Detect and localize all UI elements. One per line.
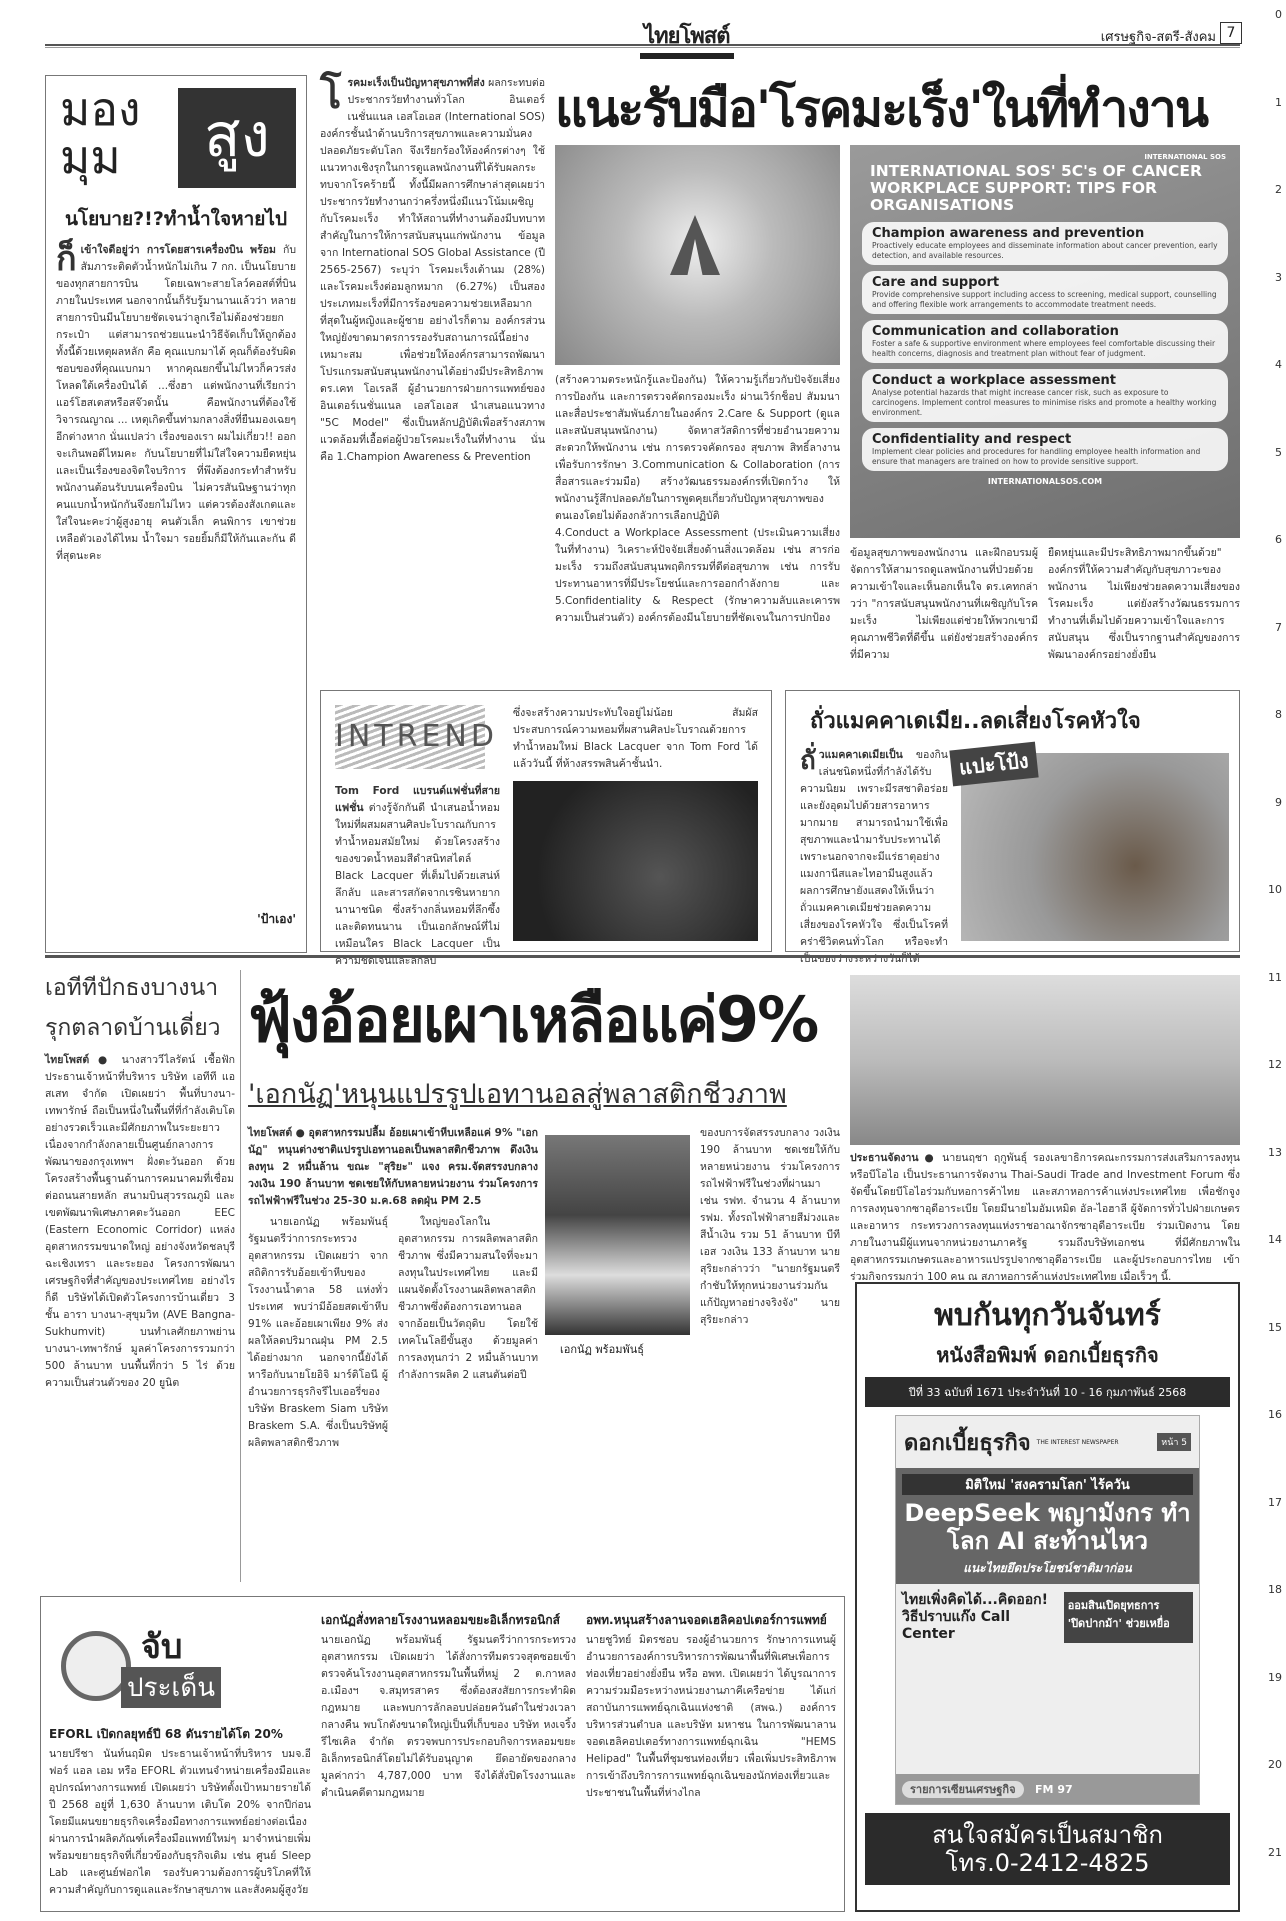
cancer-intro (320, 72, 545, 680)
tip-card (862, 428, 1228, 471)
infographic-title: INTERNATIONAL SOS' 5C's OF CANCER WORKPLACE SUPPORT: TIPS FOR ORGANISATIONS (870, 162, 1202, 214)
logo-text-a: มอง (60, 82, 141, 136)
cover-tagline: THE INTEREST NEWSPAPER (1036, 1438, 1119, 1446)
cover-page-ref: หน้า 5 (1157, 1433, 1191, 1451)
subscribe-phone: โทร.0-2412-4825 (945, 1849, 1150, 1877)
cancer-col2: (สร้างความตระหนักรู้และป้องกัน) ให้ความรู้เกี่ยวกับปัจจัยเสี่ยง การป้องกัน และการตรวจคัดกรองมะเร็ง ผ่านเวิร์กช็อป สัมมนา และสื่อประชาสัมพันธ์ภายในองค์กร 2.Care & Support (ดูแลและสนับสนุนพนักงาน) จัดหาสวัสดิการที่ช่วยอำนวยความสะดวกให้พนักงาน เช่น การตรวจคัดกรอง สุขภาพ สิทธิ์ลางานเพื่อรับการรักษา 3.Communication & Collaboration (การสื่อสารและร่วมมือ) สร้างวัฒนธรรมองค์กรที่เปิดกว้าง ให้พนักงานรู้สึกปลอดภัยในการพูดคุยเกี่ยวกับปัญหาสุขภาพของตนเองโดยไม่ต้องกลัวการเลือกปฏิบัติ 4.Conduct a Workplace Assessment (ประเมินความเสี่ยงในที่ทำงาน) วิเคราะห์ปัจจัยเสี่ยงด้านสิ่งแวดล้อม เช่น สารก่อมะเร็ง รวมถึงสนับสนุนพฤติกรรมที่ดีต่อสุขภาพ เช่น การรับประทานอาหารที่มีประโยชน์และการออกกำลังกาย และ 5.Confidentiality & Respect (รักษาความลับและเคารพความเป็นส่วนตัว) องค์กรต้องมีนโยบายที่ชัดเจนในการปกป้อง (555, 374, 840, 624)
ruler-mark: 7 (1275, 620, 1282, 634)
cancer-headline: แนะรับมือ'โรคมะเร็ง'ในที่ทำงาน (555, 80, 1208, 138)
sugar-body2: ใหญ่ของโลกในอุตสาหกรรม การผลิตพลาสติกชีวภาพ ซึ่งมีความสนใจที่จะมาลงทุนในประเทศไทย และมีแผนจัดตั้งโรงงานผลิตพลาสติกชีวภาพซึ่งต้องการเอทานอลจากอ้อยเป็นวัตถุดิบ โดยใช้เทคโนโลยีขั้นสูง ด้วยมูลค่าการลงทุนกว่า 2 หมื่นล้านบาท กำลังการผลิต 2 แสนตันต่อปี (398, 1216, 538, 1381)
column-rule (240, 970, 241, 1582)
ruler-mark: 4 (1275, 358, 1282, 371)
infographic-5c (850, 145, 1240, 538)
page-ruler (1258, 0, 1282, 1920)
column-title: นโยบาย?!?ทำน้ำใจหายไป (64, 208, 288, 230)
infographic-url: INTERNATIONALSOS.COM (987, 477, 1103, 486)
dokbia-ad (855, 1282, 1240, 1912)
column-author: 'ป้าเอง' (257, 912, 296, 926)
ruler-mark: 9 (1275, 795, 1282, 809)
cancer-intro-text: ผลกระทบต่อประชากรวัยทำงานทั่วโลก อินเตอร์เนชั่นแนล เอสโอเอส (International SOS) องค์กรชั้นนำด้านบริการสุขภาพและความมั่นคงปลอดภัยระดับโลก จึงเรียกร้องให้องค์กรต่างๆ ใช้แนวทางเชิงรุกในการดูแลพนักงานที่ได้รับผลกระทบจากโรคร้ายนี้ ทั้งนี้มีผลการศึกษาล่าสุดเผยว่า ประชากรวัยทำงานกว่าครึ่งหนึ่งมีแนวโน้มเผชิญกับโรคมะเร็ง ทำให้สถานที่ทำงานต้องมีบทบาทสำคัญในการให้การสนับสนุนแก่พนักงาน ข้อมูลจาก International SOS Global Assistance (ปี 2565-2567) ระบุว่า โรคมะเร็งเต้านม (28%) และโรคมะเร็งต่อมลูกหมาก (6.27%) เป็นสองประเภทมะเร็งที่มีการร้องขอความช่วยเหลือมากที่สุดในผู้หญิงและผู้ชาย อย่างไรก็ตาม องค์กรส่วนใหญ่ยังขาดมาตรการรองรับสถานการณ์นี้อย่างเหมาะสม เพื่อช่วยให้องค์กรสามารถพัฒนาโปรแกรมสนับสนุนพนักงานได้อย่างมีประสิทธิภาพ ดร.เคท โอเรลลี ผู้อำนวยการฝ่ายการแพทย์ของอินเตอร์เนชั่นแนล เอสโอเอส นำเสนอแนวทาง "5C Model" ซึ่งเป็นหลักปฏิบัติเพื่อสร้างสภาพแวดล้อมที่เอื้อต่อผู้ป่วยโรคมะเร็งในที่ทำงาน นั่นคือ 1.Champion Awareness & Prevention (320, 77, 545, 463)
cover-subhead: แนะไทยยึดประโยชน์ชาติมาก่อน (963, 1561, 1132, 1575)
brief-title: EFORL เปิดกลยุทธ์ปี 68 ดันรายได้โต 20% (49, 1727, 283, 1741)
ruler-mark: 3 (1275, 270, 1282, 284)
sugar-body3: ของบการจัดสรรงบกลาง วงเงิน 190 ล้านบาท ชดเชยให้กับหลายหน่วยงาน ร่วมโครงการรถไฟฟ้าฟรีในช่วงที่ผ่านมา เช่น รฟท. จำนวน 4 ล้านบาท รฟม. ทั้งรถไฟฟ้าสายสีม่วงและสีน้ำเงิน รวม 51 ล้านบาท บีทีเอส วงเงิน 133 ล้านบาท นายสุริยะกล่าวว่า "นายกรัฐมนตรีกำชับให้ทุกหน่วยงานร่วมกันแก้ปัญหาอย่างจริงจัง" นายสุริยะกล่าว (700, 1127, 840, 1326)
photo-caption: เอกนัฏ พร้อมพันธุ์ (560, 1343, 644, 1356)
tip-text: Provide comprehensive support including access to screening, medical support, counselling and offering flexible work arrangements to accommodate treatment needs. (872, 290, 1217, 309)
brief-title: เอกนัฏสั่งทลายโรงงานหลอมขยะอิเล็กทรอนิกส์ (321, 1613, 560, 1627)
intrend-logo: INTREND (335, 705, 485, 769)
ruler-mark: 5 (1275, 445, 1282, 459)
radio-program: รายการเซียนเศรษฐกิจ (902, 1781, 1024, 1798)
ruler-mark: 16 (1268, 1408, 1282, 1421)
brief-text: นายปรีชา นันท์นฤมิต ประธานเจ้าหน้าที่บริหาร บมจ.อี ฟอร์ แอล เอม หรือ EFORL ตัวแทนจำหน่ายเครื่องมือและอุปกรณ์ทางการแพทย์ เปิดเผยว่า บริษัทตั้งเป้าหมายรายได้ปี 2568 อยู่ที่ 1,630 ล้านบาท เติบโต 20% จากปีก่อน โดยมีแผนขยายธุรกิจเครื่องมือทางการแพทย์อย่างต่อเนื่อง ผ่านการนำผลิตภัณฑ์เครื่องมือแพทย์ใหม่ๆ มาจำหน่ายเพิ่ม พร้อมขยายธุรกิจที่เกี่ยวข้องกับธุรกิจเดิม เช่น ศูนย์ Sleep Lab และศูนย์ฟอกไต รองรับความต้องการผู้บริโภคที่ให้ความสำคัญกับการดูแลและรักษาสุขภาพ และสังคมผู้สูงวัย (49, 1748, 311, 1896)
sugar-body1: นายเอกนัฏ พร้อมพันธุ์ รัฐมนตรีว่าการกระทรวงอุตสาหกรรม เปิดเผยว่า จากสถิติการรับอ้อยเข้าหีบของโรงงานน้ำตาล 58 แห่งทั่วประเทศ พบว่ามีอ้อยสดเข้าหีบ 91% และอ้อยเผาเพียง 9% ส่งผลให้ลดปริมาณฝุ่น PM 2.5 ได้อย่างมาก นอกจากนี้ยังได้หารือกับนายโยอิจิ มาร์ติโอนี ผู้อำนวยการธุรกิจรีไบเออรี่ของบริษัท Braskem Siam บริษัท Braskem S.A. ซึ่งเป็นบริษัทผู้ผลิตพลาสติกชีวภาพ (248, 1216, 388, 1449)
macadamia-lead: วแมคคาเดเมียเป็น (818, 749, 903, 761)
macadamia-box (785, 690, 1240, 965)
newspaper-cover (895, 1415, 1200, 1805)
opinion-column (45, 75, 307, 953)
column-body: กับสัมภาระติดตัวน้ำหนักไม่เกิน 7 กก. เป็นนโยบายของทุกสายการบิน โดยเฉพาะสายโลว์คอสต์ที่บินภายในประเทศ นอกจากนั้นก็รับรู้มานานแล้วว่า หลายสายการบินมีนโยบายชัดเจนว่าลูกเรือไม่ต้องช่วยยกกระเป๋า แต่สามารถช่วยแนะนำวิธีจัดเก็บให้ถูกต้อง ทั้งนี้ด้วยเหตุผลหลัก คือ คุณแบกมาได้ คุณก็ต้องรับผิดชอบของที่คุณแบกมา หากคุณยกขึ้นไม่ไหวก็ควรส่งโหลดใต้เครื่องบินได้ ...ซึ่งฮา แต่พนักงานที่เรียกว่าแอร์โฮสเตสหรือสจ๊วตนั้น คือพนักงานที่ต้องใช้วิจารณญาณ ... เหตุเกิดขึ้นท่ามกลางสิ่งที่ยืนมองเฉยๆ อีกต่างหาก นั่นแปลว่า เรื่องของเรา ผมไม่เกี่ยว!! ออกจะเกินพอดีไหมคะ กับนโยบายที่ไม่ใส่ใจความยืดหยุ่น และเป็นเรื่องของจิตใจบริการ ที่พึงต้องกระทำสำหรับพนักงานต้อนรับบนเครื่องบิน ไม่ควรสันนิษฐานว่าทุกคนแบกน้ำหนักกันจึงยกไม่ไหว แต่ควรต้องสังเกตและใส่ใจนะคะว่าผู้สูงอายุ คนตัวเล็ก คนพิการ เขาช่วยเหลือตัวเองได้ไหม น้ำใจมา รอยยิ้มก็มีให้กันและกัน ดีที่สุดนะคะ (56, 244, 296, 562)
column-logo (56, 82, 296, 196)
att-body: นางสาววีไลรัตน์ เชื้อฟัก ประธานเจ้าหน้าที่บริหาร บริษัท เอทีที แอสเสท จำกัด เปิดเผยว่า พื้นที่บางนา-เทพารักษ์ ถือเป็นหนึ่งในพื้นที่ที่กำลังเติบโตอย่างรวดเร็วและมีศักยภาพในระยะยาว เนื่องจากกำลังกลายเป็นศูนย์กลางการพัฒนาของกรุงเทพฯ ฝั่งตะวันออก ด้วยโครงสร้างพื้นฐานด้านการคมนาคมที่เชื่อมต่อถนนสายหลัก สนามบินสุวรรณภูมิ และเขตพัฒนาพิเศษภาคตะวันออก EEC (Eastern Economic Corridor) แหล่งอุตสาหกรรมขนาดใหญ่ อย่างจังหวัดชลบุรี ฉะเชิงเทรา และระยอง โครงการพัฒนาเศรษฐกิจที่สำคัญของประเทศไทย อย่างไรก็ดี บริษัทได้เปิดตัวโครงการบ้านเดี่ยว 3 ชั้น อารา บางนา-สุขุมวิท (AVE Bangna-Sukhumvit) บนทำเลศักยภาพย่านบางนา-เทพารักษ์ มูลค่าโครงการรวมกว่า 500 ล้านบาท บนพื้นที่กว่า 5 ไร่ ด้วยความเป็นส่วนตัวของ 20 ยูนิต (45, 1054, 235, 1389)
brief-text: นายเอกนัฏ พร้อมพันธุ์ รัฐมนตรีว่าการกระทรวงอุตสาหกรรม เปิดเผยว่า ได้สั่งการทีมตรวจสุดซอยเข้าตรวจค้นโรงงานอุตสาหกรรมในพื้นที่หมู่ 2 ต.กาหลง อ.เมืองฯ จ.สมุทรสาคร ซึ่งต้องสงสัยการกระทำผิดกฎหมาย และพบการลักลอบปล่อยควันดำในช่วงเวลากลางคืน พบโกดังขนาดใหญ่เป็นที่เก็บของ บริษัท หงเจริ้ง รีไซเคิล จำกัด ตรวจพบการประกอบกิจการหลอมขยะอิเล็กทรอนิกส์โดยไม่ได้รับอนุญาต ยึดอายัดของกลางมูลค่ากว่า 4,787,000 บาท จึงได้สั่งปิดโรงงานและดำเนินคดีตามกฎหมาย (321, 1634, 576, 1799)
sugar-lead: อุตสาหกรรมปลื้ม อ้อยเผาเข้าหีบเหลือแค่ 9% "เอกนัฏ" หนุนต่างชาติแปรรูปเอทานอลเป็นพลาสติกชีวภาพ ดึงเงินลงทุน 2 หมื่นล้าน ขณะ "สุริยะ" แจง ครม.จัดสรรงบกลาง วงเงิน 190 ล้านบาท ชดเชยให้กับหลายหน่วยงาน ร่วมโครงการรถไฟฟ้าฟรีในช่วง 25-30 ม.ค.68 ลดฝุ่น PM 2.5 (248, 1127, 539, 1207)
tip-title: Communication and collaboration (872, 324, 1119, 339)
macadamia-headline: ถั่วแมคคาเดเมีย..ลดเสี่ยงโรคหัวใจ (810, 709, 1141, 734)
brief-logo (61, 1611, 221, 1721)
ruler-mark: 10 (1268, 883, 1282, 896)
brief-item (49, 1725, 311, 1921)
sos-logo: INTERNATIONAL SOS (1144, 153, 1226, 161)
tip-text: Proactively educate employees and disseminate information about cancer prevention, early detection, and available resources. (872, 241, 1218, 260)
newspaper-logo: ไทยโพสต์ (640, 18, 734, 59)
sugar-subhead: 'เอกนัฏ'หนุนแปรรูปเอทานอลสู่พลาสติกชีวภาพ (248, 1079, 787, 1110)
ruler-mark: 19 (1268, 1670, 1282, 1684)
ribbon-hands-photo (555, 145, 840, 365)
brief-item (321, 1611, 576, 1917)
ruler-mark: 8 (1275, 708, 1282, 721)
att-headline: เอทีทีปักธงบางนา รุกตลาดบ้านเดี่ยว (45, 975, 221, 1041)
macadamia-body: ของกินเล่นชนิดหนึ่งที่กำลังได้รับความนิยม เพราะมีรสชาติอร่อยและยังอุดมไปด้วยสารอาหารมากมาย สามารถนำมาใช้เพื่อสุขภาพและนำมารับประทานได้ เพราะนอกจากจะมีแร่ธาตุอย่างแมงกานีสและไทอามีนสูงแล้ว ผลการศึกษายังแสดงให้เห็นว่า ถั่วแมคคาเดเมียช่วยลดความเสี่ยงของโรคหัวใจ ซึ่งเป็นโรคที่คร่าชีวิตคนทั่วโลก หรือจะทำเป็นของว่างระหว่างวันก็ได้ (800, 749, 948, 965)
event-label: ประธานจัดงาน (850, 1152, 919, 1164)
ruler-mark: 15 (1268, 1320, 1282, 1334)
ruler-mark: 1 (1275, 95, 1282, 109)
att-source: ไทยโพสต์ (45, 1054, 90, 1066)
ruler-mark: 21 (1268, 1845, 1282, 1859)
tip-title: Care and support (872, 275, 1000, 290)
tip-text: Analyse potential hazards that might increase cancer risk, such as exposure to carcinogens. Implement control measures to minimise risks and promote a healthy working environment. (872, 388, 1217, 417)
tip-text: Implement clear policies and procedures for handling employee health information and ensure that managers are trained on how to provide sensitive support. (872, 447, 1201, 466)
section-name: เศรษฐกิจ-สตรี-สังคม (1100, 30, 1216, 45)
ruler-mark: 20 (1268, 1758, 1282, 1771)
ruler-mark: 17 (1268, 1495, 1282, 1509)
dropcap: ก็ (56, 239, 77, 279)
macadamia-badge: แปะโป้ง (949, 742, 1038, 787)
masthead-rule (45, 44, 1240, 48)
sugar-headline: ฟุ้งอ้อยเผาเหลือแค่9% (248, 983, 818, 1056)
perfume-photo (513, 781, 758, 941)
ruler-mark: 18 (1268, 1583, 1282, 1596)
brief-logo-b: ประเด็น (121, 1667, 221, 1708)
cover-headline: DeepSeek พญามังกร ทำโลก AI สะท้านไหว (904, 1499, 1191, 1555)
dropcap: โ (320, 72, 342, 118)
ad-title1: พบกันทุกวันจันทร์ (934, 1298, 1161, 1333)
event-caption: นายนฤชา ฤกูพันธุ์ รองเลขาธิการคณะกรรมการส่งเสริมการลงทุน หรือบีโอไอ เป็นประธานการจัดงาน Thai-Saudi Trade and Investment Forum ซึ่งจัดขึ้นโดยบีโอไอร่วมกับหอการค้าไทย และสภาหอการค้าแห่งประเทศไทย เพื่อชักจูงการลงทุนจากซาอุดีอาระเบีย โดยมีนายไมอัมเหมิด อัล-ไอฮาลี ผู้จัดการทั่วไปฝ่ายเกษตรและอาหาร กระทรวงการลงทุนแห่งราชอาณาจักรซาอุดีอาระเบีย ร่วมเปิดงาน โดยภายในงานมีผู้แทนจากหน่วยงานภาครัฐ รวมถึงบริษัทเอกชน ที่มีศักยภาพในอุตสาหกรรมเกษตรและอาหารแปรรูปจากซาอุดีอาระเบีย และผู้ประกอบการไทย เข้าร่วมกิจกรรมกว่า 100 คน ณ สภาหอการค้าแห่งประเทศไทย เมื่อเร็วๆ นี้. (850, 1152, 1240, 1283)
intrend-box (320, 690, 772, 967)
intrend-side: ซึ่งจะสร้างความประทับใจอยู่ไม่น้อย สัมผัสประสบการณ์ความหอมที่ผสานศิลปะโบราณด้วยการทำน้ำหอมใหม่ Black Lacquer จาก Tom Ford ได้แล้ววันนี้ ที่ห้างสรรพสินค้าชั้นนำ. (513, 707, 758, 770)
tip-title: Champion awareness and prevention (872, 226, 1145, 241)
logo-text-c: สูง (178, 88, 296, 188)
intrend-body: ต่างรู้จักกันดี นำเสนอน้ำหอมใหม่ที่ผสมผสานศิลปะโบราณกับการทำน้ำหอมสมัยใหม่ ด้วยโครงสร้างของขวดน้ำหอมสีดำสนิทสไตล์ Black Lacquer ที่เต็มไปด้วยเสน่ห์ลึกลับ และสารสกัดจากเรซินหายากนานาชนิด ซึ่งสร้างกลิ่นหอมที่ลึกซึ้งและติดทนนาน เป็นเอกลักษณ์ที่ไม่เหมือนใคร Black Lacquer เป็นความชัดเจนและลึกลับ (335, 802, 500, 967)
ad-issue: ปีที่ 33 ฉบับที่ 1671 ประจำวันที่ 10 - 16 กุมภาพันธ์ 2568 (865, 1377, 1230, 1407)
sugar-source: ไทยโพสต์ (248, 1127, 293, 1139)
tip-title: Conduct a workplace assessment (872, 373, 1116, 388)
cover-story1: ไทยเพิ่งคิดได้...คิดออก! วิธีปราบแก๊ง Call Center (902, 1592, 1049, 1642)
ruler-mark: 2 (1275, 183, 1282, 196)
cancer-col4: ยืดหยุ่นและมีประสิทธิภาพมากขึ้นด้วย" องค์กรที่ให้ความสำคัญกับสุขภาวะของพนักงาน ไม่เพียงช่วยลดความเสี่ยงของโรคมะเร็ง แต่ยังสร้างวัฒนธรรมการทำงานที่เต็มไปด้วยความเข้าใจและการสนับสนุน ซึ่งเป็นรากฐานสำคัญของการพัฒนาองค์กรอย่างยั่งยืน (1048, 547, 1240, 661)
tip-card (862, 320, 1228, 363)
cover-banner: มิติใหม่ 'สงครามโลก' ไร้ควัน (902, 1474, 1193, 1495)
logo-text-b: มุม (60, 130, 121, 184)
minister-photo (545, 1135, 690, 1335)
ruler-mark: 12 (1268, 1058, 1282, 1071)
ruler-mark: 6 (1275, 533, 1282, 546)
brief-text: นายชูวิทย์ มิตรชอบ รองผู้อำนวยการ รักษาการแทนผู้อำนวยการองค์การบริหารการพัฒนาพื้นที่พิเศษเพื่อการท่องเที่ยวอย่างยั่งยืน หรือ อพท. เปิดเผยว่า ได้บูรณาการความร่วมมือระหว่างหน่วยงานภาคีเครือข่าย ได้แก่ สถาบันการแพทย์ฉุกเฉินแห่งชาติ (สพฉ.) องค์การบริหารส่วนตำบล และบริษัท มหาชน ในการพัฒนาลานจอดเฮลิคอปเตอร์ทางการแพทย์ฉุกเฉิน "HEMS Helipad" ในพื้นที่ชุมชนท่องเที่ยว เพื่อเพิ่มประสิทธิภาพการเข้าถึงบริการการแพทย์ฉุกเฉินของนักท่องเที่ยวและประชาชนในพื้นที่ห่างไกล (586, 1634, 836, 1799)
dropcap: ถั่ (800, 746, 816, 776)
intrend-lead: Tom Ford แบรนด์แฟชั่นที่สายแฟชั่น (335, 785, 500, 814)
brief-box (40, 1596, 845, 1912)
tip-card (862, 271, 1228, 314)
brief-item (586, 1611, 836, 1917)
ruler-mark: 0 (1275, 8, 1282, 21)
cover-masthead: ดอกเบี้ยธุรกิจ (904, 1430, 1031, 1456)
cancer-lead: รคมะเร็งเป็นปัญหาสุขภาพที่ส่ง (347, 77, 485, 89)
tip-card (862, 369, 1228, 422)
ruler-mark: 13 (1268, 1145, 1282, 1159)
event-photo (850, 975, 1240, 1145)
tip-text: Foster a safe & supportive environment where employees feel comfortable discussing their health concerns, diagnosis and treatment plan without fear of judgment. (872, 339, 1216, 358)
section-divider (45, 955, 1240, 958)
tip-card (862, 222, 1228, 265)
cover-story2: ออมสินเปิดยุทธการ 'ปิดปากม้า' ช่วยเหยื่อ (1064, 1592, 1193, 1643)
column-lead: เข้าใจดีอยู่ว่า การโดยสารเครื่องบิน พร้อม (80, 244, 276, 256)
ruler-mark: 11 (1268, 970, 1282, 984)
ad-title2: หนังสือพิมพ์ ดอกเบี้ยธุรกิจ (936, 1343, 1159, 1367)
cancer-col3: ข้อมูลสุขภาพของพนักงาน และฝึกอบรมผู้จัดการให้สามารถดูแลพนักงานที่ป่วยด้วยความเข้าใจและเห็นอกเห็นใจ ดร.เคทกล่าวว่า "การสนับสนุนพนักงานที่เผชิญกับโรคมะเร็ง ไม่เพียงแต่ช่วยให้พวกเขามีคุณภาพชีวิตที่ดีขึ้น แต่ยังช่วยสร้างองค์กรที่มีความ (850, 547, 1038, 661)
page-number: 7 (1220, 22, 1242, 44)
radio-fm: FM 97 (1035, 1783, 1073, 1796)
subscribe-text: สนใจสมัครเป็นสมาชิก (932, 1821, 1163, 1849)
ribbon-icon (670, 215, 720, 275)
brief-logo-a: จับ (141, 1627, 183, 1667)
ruler-mark: 14 (1268, 1233, 1282, 1246)
tip-title: Confidentiality and respect (872, 432, 1072, 447)
brief-title: อพท.หนุนสร้างลานจอดเฮลิคอปเตอร์การแพทย์ (586, 1613, 827, 1627)
